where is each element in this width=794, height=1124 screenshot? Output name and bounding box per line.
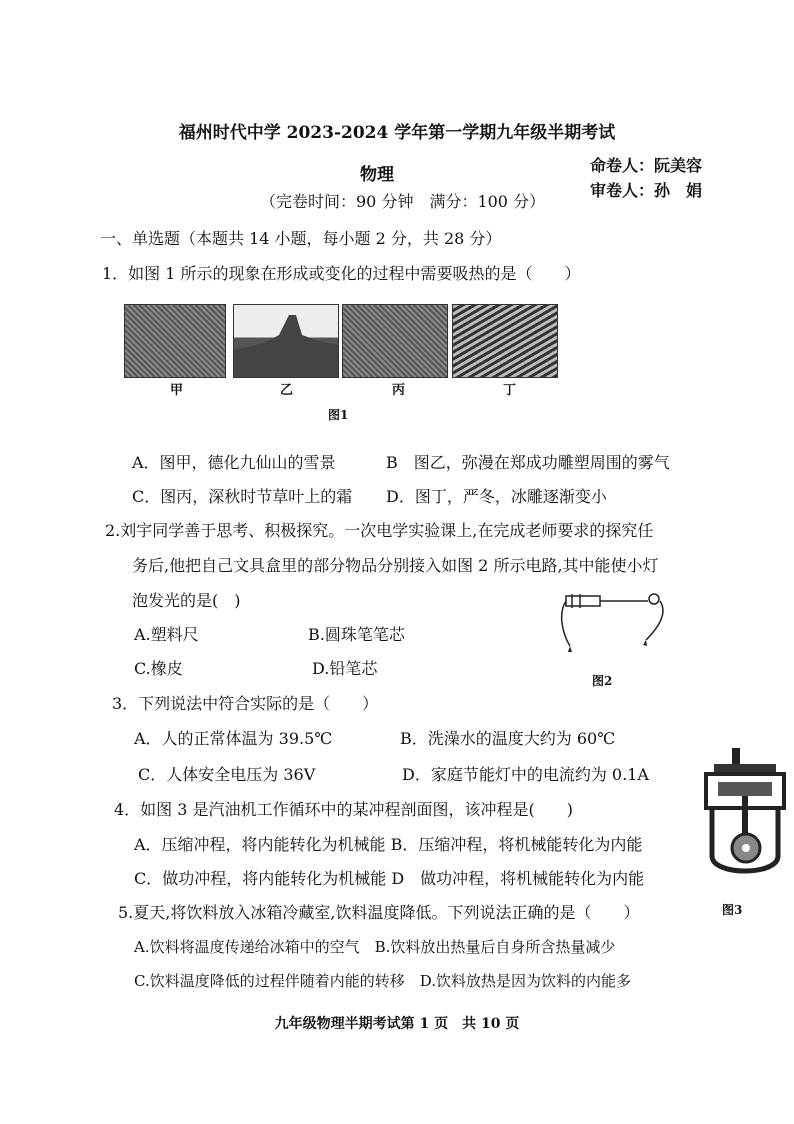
section-heading: 一、单选题（本题共 14 小题，每小题 2 分，共 28 分） xyxy=(100,229,502,248)
q1-option-a: A．图甲，德化九仙山的雪景 xyxy=(132,453,336,472)
fig1-photo-jia xyxy=(124,304,226,378)
fig2-caption: 图2 xyxy=(592,674,613,688)
q3-option-b: B．洗澡水的温度大约为 60℃ xyxy=(400,729,616,748)
engine-diagram xyxy=(702,744,788,884)
statue-sketch xyxy=(234,305,338,377)
fig1-photo-bing xyxy=(342,304,448,378)
fig1-photo-ding xyxy=(452,304,558,378)
q3-option-c: C．人体安全电压为 36V xyxy=(138,765,316,784)
q4-stem: 4．如图 3 是汽油机工作循环中的某冲程剖面图，该冲程是( ) xyxy=(114,800,574,819)
fig1-label-ding: 丁 xyxy=(503,383,517,398)
q1-option-c: C．图丙，深秋时节草叶上的霜 xyxy=(132,487,353,506)
fig3-caption: 图3 xyxy=(722,903,743,917)
q3-stem: 3．下列说法中符合实际的是（ ） xyxy=(112,694,379,713)
subject-title: 物理 xyxy=(360,165,394,185)
q4-options-ab: A．压缩冲程，将内能转化为机械能 B．压缩冲程，将机械能转化为内能 xyxy=(134,835,643,854)
q2-stem-line-1: 2.刘宇同学善于思考、积极探究。一次电学实验课上,在完成老师要求的探究任 xyxy=(105,521,654,540)
q4-options-cd: C．做功冲程，将内能转化为机械能 D 做功冲程，将机械能转化为内能 xyxy=(134,869,645,888)
fig1-caption: 图1 xyxy=(328,408,349,422)
q2-option-d: D.铅笔芯 xyxy=(312,659,378,678)
q3-option-d: D．家庭节能灯中的电流约为 0.1A xyxy=(402,765,649,784)
fig1-label-jia: 甲 xyxy=(170,383,184,398)
time-info: （完卷时间：90 分钟 满分：100 分） xyxy=(260,192,546,211)
q1-option-b: B 图乙，弥漫在郑成功雕塑周围的雾气 xyxy=(386,453,670,472)
author-line: 命卷人：阮美容 xyxy=(590,156,703,175)
q2-option-c: C.橡皮 xyxy=(134,659,183,678)
fig1-label-bing: 丙 xyxy=(392,383,406,398)
fig1-photo-yi xyxy=(233,304,339,378)
page-footer: 九年级物理半期考试第 1 页 共 10 页 xyxy=(274,1016,520,1032)
q2-option-a: A.塑料尺 xyxy=(134,625,199,644)
q5-options-cd: C.饮料温度降低的过程伴随着内能的转移 D.饮料放热是因为饮料的内能多 xyxy=(134,972,631,990)
reviewer-line: 审卷人：孙 娟 xyxy=(590,181,703,200)
q5-stem: 5.夏天,将饮料放入冰箱冷藏室,饮料温度降低。下列说法正确的是（ ） xyxy=(118,903,640,922)
exam-title: 福州时代中学 2023-2024 学年第一学期九年级半期考试 xyxy=(178,123,616,143)
circuit-diagram xyxy=(558,588,678,658)
q1-stem: 1．如图 1 所示的现象在形成或变化的过程中需要吸热的是（ ） xyxy=(102,264,581,283)
q2-stem-line-2: 务后,他把自己文具盒里的部分物品分别接入如图 2 所示电路,其中能使小灯 xyxy=(132,556,659,575)
q2-option-b: B.圆珠笔笔芯 xyxy=(308,625,405,644)
q5-options-ab: A.饮料将温度传递给冰箱中的空气 B.饮料放出热量后自身所含热量减少 xyxy=(134,938,616,956)
fig1-label-yi: 乙 xyxy=(280,383,294,398)
q2-stem-line-3: 泡发光的是( ) xyxy=(132,591,241,610)
q1-option-d: D．图丁，严冬，冰雕逐渐变小 xyxy=(386,487,607,506)
q3-option-a: A．人的正常体温为 39.5℃ xyxy=(134,729,333,748)
